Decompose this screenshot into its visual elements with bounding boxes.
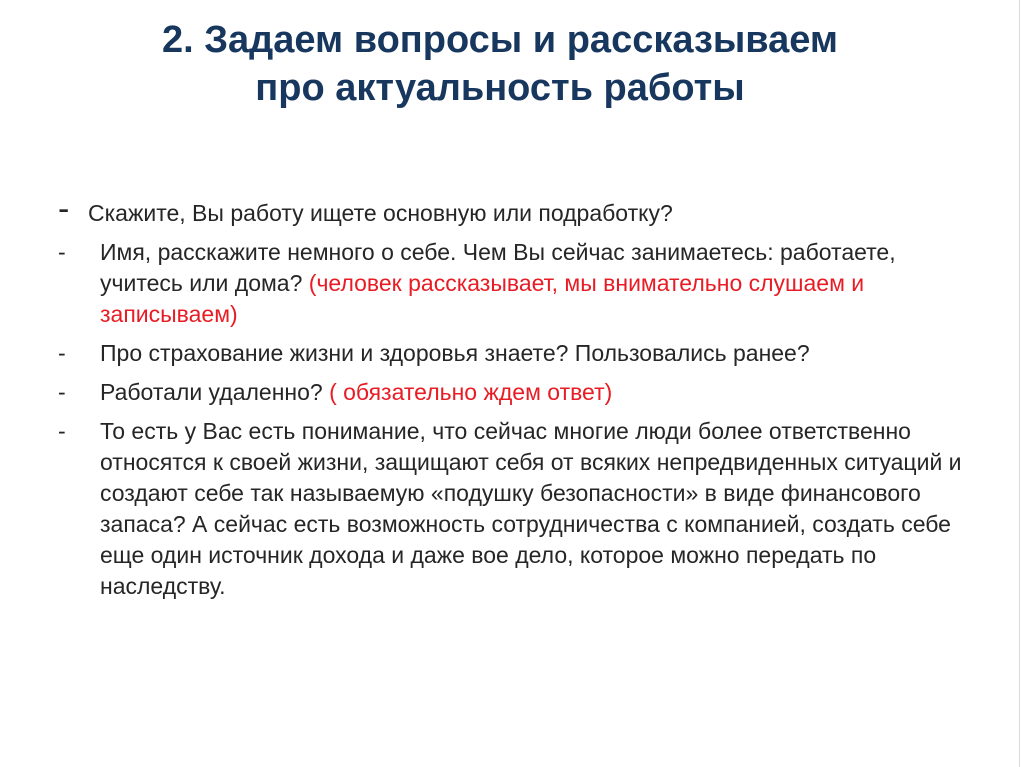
item-note: ( обязательно ждем ответ) xyxy=(329,379,613,405)
bullet-dash: - xyxy=(58,340,66,366)
bullet-dash: - xyxy=(58,379,66,405)
list-item-insurance xyxy=(58,338,978,369)
item-text: То есть у Вас есть понимание, что сейчас многие люди более ответственно относятся к своей жизни, защищают себя от всяких непредвиденных ситуаций и создают себе так называемую «подушку безопасности» в виде финансового запаса? А сейчас есть возможность сотрудничества с компанией, создать себе еще один источник дохода и даже вое дело, которое можно передать по наследству. xyxy=(100,418,962,599)
bullet-dash: - xyxy=(58,418,66,444)
item-note: (человек рассказывает, мы внимательно слушаем и записываем) xyxy=(100,270,865,327)
list-item-about-self xyxy=(58,237,978,330)
title-line-1: 2. Задаем вопросы и рассказываем xyxy=(161,19,839,61)
slide-border xyxy=(1019,0,1020,767)
list-item-main-job xyxy=(58,190,978,229)
bullet-dash: - xyxy=(58,239,66,265)
item-text: Работали удаленно? xyxy=(100,379,330,405)
slide-title xyxy=(80,16,920,112)
item-text: Скажите, Вы работу ищете основную или подработку? xyxy=(88,200,673,226)
list-item-remote-work xyxy=(58,377,978,408)
item-text: Про страхование жизни и здоровья знаете? Пользовались ранее? xyxy=(100,340,810,366)
title-line-2: про актуальность работы xyxy=(255,67,745,109)
item-text: Имя, расскажите немного о себе. Чем Вы сейчас занимаетесь: работаете, учитесь или дома? xyxy=(100,239,896,296)
list-item-opportunity xyxy=(58,416,978,602)
bullet-dash: - xyxy=(58,190,70,228)
question-list xyxy=(58,190,978,610)
